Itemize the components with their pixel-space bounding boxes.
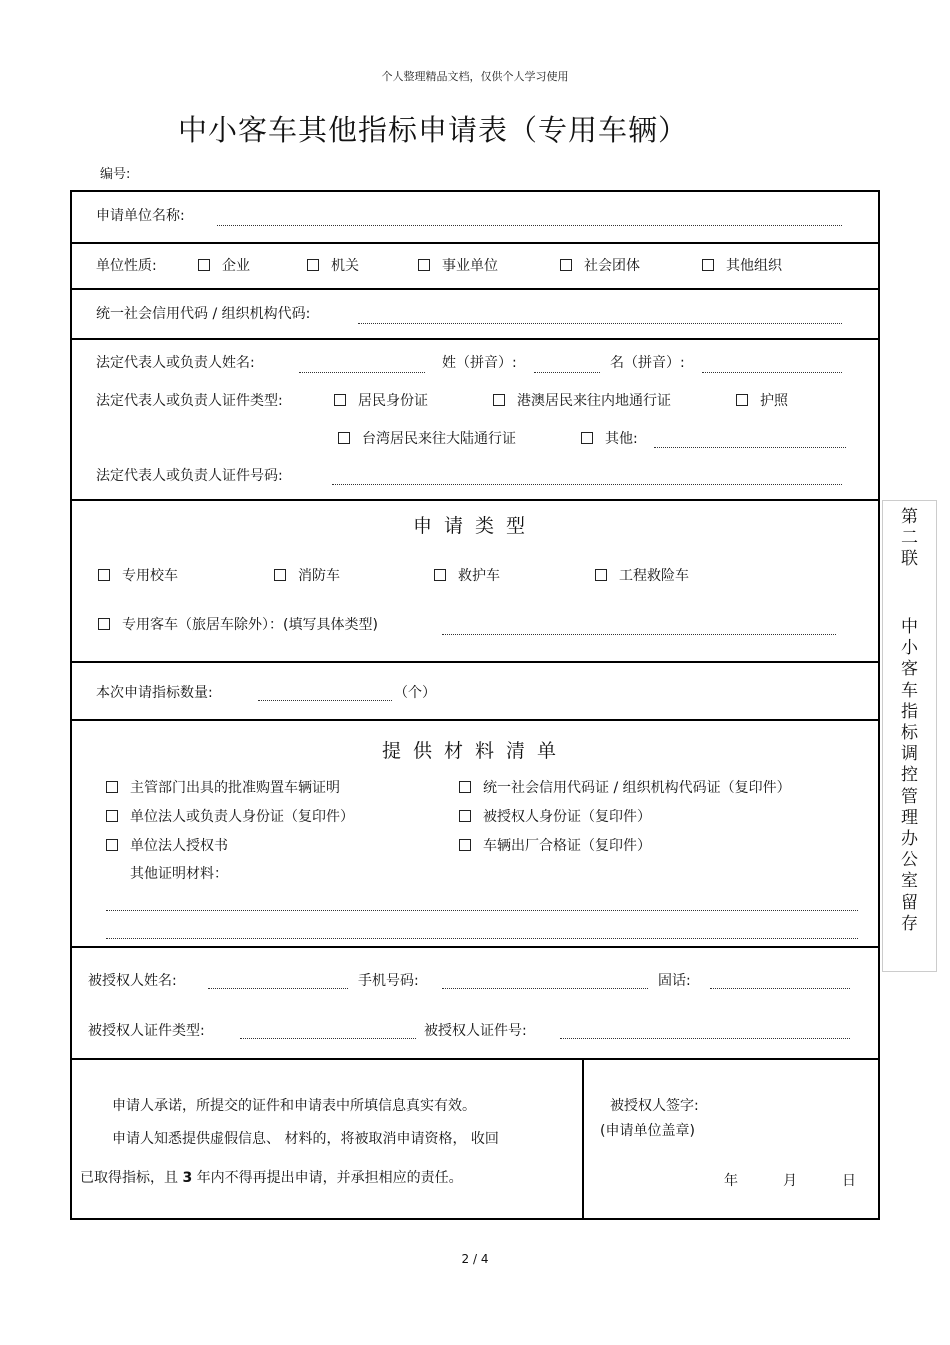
page-title: 中小客车其他指标申请表（专用车辆） [178,113,689,147]
apply-type-heading: 申请类型 [412,515,537,537]
agent-id-type-label: 被授权人证件类型: [88,1023,205,1039]
mobile-field[interactable] [442,988,648,989]
checkbox-school-bus[interactable]: 专用校车 [98,565,178,585]
checkbox-icon[interactable] [338,432,350,444]
checkbox-icon[interactable] [595,569,607,581]
agent-id-number-label: 被授权人证件号: [424,1023,527,1039]
unit-nature-label: 单位性质: [96,258,157,274]
header-note: 个人整理精品文档，仅供个人学习使用 [381,70,569,83]
unit-seal-note: (申请单位盖章) [600,1123,695,1139]
checkbox-icon[interactable] [106,810,118,822]
checkbox-icon[interactable] [307,259,319,271]
other-materials-field[interactable] [106,910,858,911]
checkbox-icon[interactable] [459,839,471,851]
legal-rep-name-label: 法定代表人或负责人姓名: [96,355,255,371]
checkbox-icon[interactable] [98,618,110,630]
row-divider [72,1058,878,1060]
credit-code-field[interactable] [358,323,842,324]
credit-code-label: 统一社会信用代码 / 组织机构代码: [96,306,311,322]
legal-rep-name-field[interactable] [299,372,425,373]
row-divider [72,946,878,948]
copy-retention-office: 中 小 客 车 指 标 调 控 管 理 办 公 室 留 存 [901,617,918,934]
unit-name-label: 申请单位名称: [96,208,185,224]
pledge-line-3: 已取得指标，且 3 年内不得再提出申请，并承担相应的责任。 [80,1170,463,1186]
checkbox-credit-code-cert[interactable]: 统一社会信用代码证 / 组织机构代码证（复印件） [459,777,791,797]
checkbox-icon[interactable] [702,259,714,271]
landline-field[interactable] [710,988,850,989]
row-divider [72,661,878,663]
checkbox-icon[interactable] [106,839,118,851]
checkbox-authorization-letter[interactable]: 单位法人授权书 [106,835,228,855]
copy-number: 第 二 联 [901,507,918,570]
agent-name-label: 被授权人姓名: [88,973,177,989]
checkbox-icon[interactable] [434,569,446,581]
other-id-field[interactable] [654,447,846,448]
checkbox-passport[interactable]: 护照 [736,390,788,410]
special-bus-type-field[interactable] [442,634,836,635]
checkbox-fire-truck[interactable]: 消防车 [274,565,340,585]
checkbox-icon[interactable] [459,781,471,793]
given-name-pinyin-label: 名（拼音）: [610,355,685,371]
checkbox-agent-id-copy[interactable]: 被授权人身份证（复印件） [459,806,651,826]
page-number: 2 / 4 [461,1252,489,1266]
serial-number-label: 编号: [100,167,131,182]
checkbox-icon[interactable] [98,569,110,581]
pledge-line-2: 申请人知悉提供虚假信息、 材料的，将被取消申请资格， 收回 [112,1131,499,1147]
checkbox-hk-macau-permit[interactable]: 港澳居民来往内地通行证 [493,390,671,410]
given-name-pinyin-field[interactable] [702,372,842,373]
legal-rep-id-number-field[interactable] [332,484,842,485]
row-divider [72,719,878,721]
checkbox-other-id[interactable]: 其他: [581,428,638,448]
checkbox-resident-id[interactable]: 居民身份证 [334,390,428,410]
row-divider [72,242,878,244]
legal-rep-id-number-label: 法定代表人或负责人证件号码: [96,468,283,484]
mobile-label: 手机号码: [358,973,419,989]
checkbox-vehicle-certificate[interactable]: 车辆出厂合格证（复印件） [459,835,651,855]
checkbox-institution[interactable]: 事业单位 [418,255,498,275]
quota-unit: （个） [394,685,436,701]
checkbox-icon[interactable] [198,259,210,271]
checkbox-icon[interactable] [581,432,593,444]
agent-id-type-field[interactable] [240,1038,416,1039]
other-materials-field[interactable] [106,938,858,939]
landline-label: 固话: [658,973,691,989]
materials-heading: 提供材料清单 [381,740,568,762]
checkbox-icon[interactable] [560,259,572,271]
column-divider [582,1058,584,1218]
surname-pinyin-label: 姓（拼音）: [442,355,517,371]
agent-id-number-field[interactable] [560,1038,850,1039]
pledge-line-1: 申请人承诺，所提交的证件和申请表中所填信息真实有效。 [112,1098,476,1114]
checkbox-legal-rep-id-copy[interactable]: 单位法人或负责人身份证（复印件） [106,806,354,826]
checkbox-icon[interactable] [334,394,346,406]
checkbox-government[interactable]: 机关 [307,255,359,275]
checkbox-icon[interactable] [418,259,430,271]
agent-signature-label: 被授权人签字: [610,1098,699,1114]
checkbox-ambulance[interactable]: 救护车 [434,565,500,585]
date-month: 月 [783,1173,797,1189]
quota-field[interactable] [258,700,392,701]
checkbox-rescue-vehicle[interactable]: 工程救险车 [595,565,689,585]
checkbox-icon[interactable] [459,810,471,822]
checkbox-icon[interactable] [274,569,286,581]
checkbox-social-group[interactable]: 社会团体 [560,255,640,275]
row-divider [72,338,878,340]
side-copy-note [882,500,937,972]
date-day: 日 [842,1173,856,1189]
quota-label: 本次申请指标数量: [96,685,213,701]
application-form [70,190,880,1220]
surname-pinyin-field[interactable] [534,372,600,373]
checkbox-approval-cert[interactable]: 主管部门出具的批准购置车辆证明 [106,777,340,797]
checkbox-special-bus[interactable]: 专用客车（旅居车除外）：(填写具体类型) [98,614,378,634]
date-year: 年 [724,1173,738,1189]
checkbox-other-org[interactable]: 其他组织 [702,255,782,275]
checkbox-taiwan-permit[interactable]: 台湾居民来往大陆通行证 [338,428,516,448]
checkbox-icon[interactable] [106,781,118,793]
unit-name-field[interactable] [217,225,842,226]
legal-rep-id-type-label: 法定代表人或负责人证件类型: [96,393,283,409]
checkbox-enterprise[interactable]: 企业 [198,255,250,275]
checkbox-icon[interactable] [736,394,748,406]
row-divider [72,288,878,290]
other-materials-label: 其他证明材料： [130,866,228,882]
row-divider [72,499,878,501]
agent-name-field[interactable] [208,988,348,989]
checkbox-icon[interactable] [493,394,505,406]
